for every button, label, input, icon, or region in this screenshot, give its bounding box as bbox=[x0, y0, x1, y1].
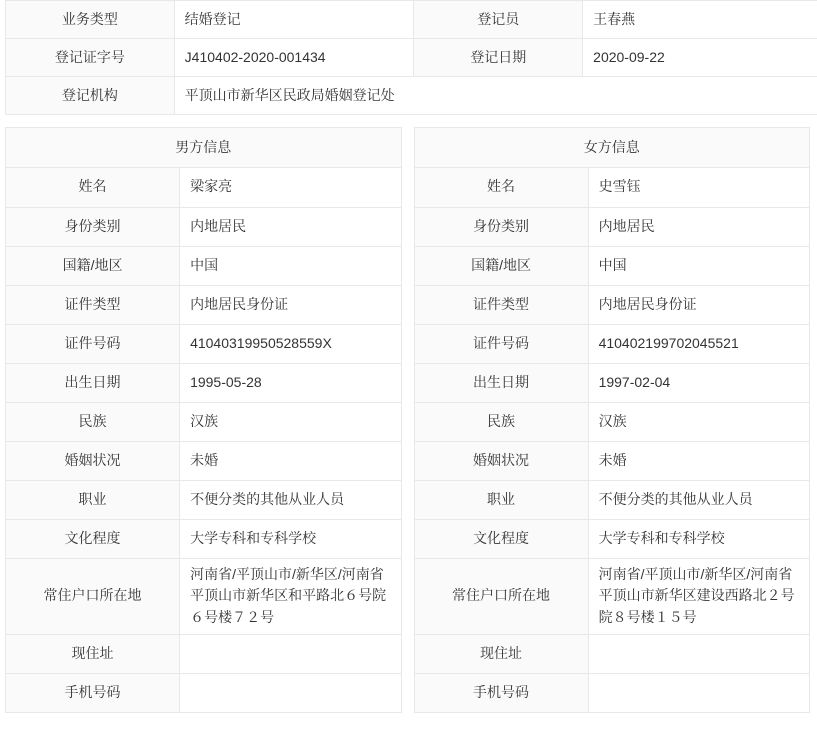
table-row bbox=[415, 168, 810, 207]
female-value-nationality: 中国 bbox=[588, 246, 809, 285]
female-info-panel bbox=[414, 127, 811, 713]
summary-value-registrar: 王春燕 bbox=[583, 1, 817, 39]
table-row bbox=[6, 441, 401, 480]
male-label-id-type: 证件类型 bbox=[6, 285, 180, 324]
female-label-occupation: 职业 bbox=[415, 480, 589, 519]
female-label-name: 姓名 bbox=[415, 168, 589, 207]
table-row bbox=[6, 207, 401, 246]
male-label-occupation: 职业 bbox=[6, 480, 180, 519]
table-row bbox=[415, 285, 810, 324]
female-label-id-type: 证件类型 bbox=[415, 285, 589, 324]
female-value-birth-date: 1997-02-04 bbox=[588, 363, 809, 402]
female-value-identity-category: 内地居民 bbox=[588, 207, 809, 246]
table-row bbox=[6, 673, 401, 712]
party-panels bbox=[5, 127, 810, 713]
male-label-id-number: 证件号码 bbox=[6, 324, 180, 363]
table-row bbox=[415, 634, 810, 673]
female-label-ethnicity: 民族 bbox=[415, 402, 589, 441]
female-label-mobile: 手机号码 bbox=[415, 673, 589, 712]
summary-value-registration-org: 平顶山市新华区民政局婚姻登记处 bbox=[174, 77, 817, 115]
male-panel-title: 男方信息 bbox=[6, 128, 401, 168]
table-row bbox=[6, 77, 817, 115]
male-value-occupation: 不便分类的其他从业人员 bbox=[180, 480, 401, 519]
male-label-current-address: 现住址 bbox=[6, 634, 180, 673]
male-label-nationality: 国籍/地区 bbox=[6, 246, 180, 285]
table-row bbox=[6, 558, 401, 634]
female-info-table bbox=[415, 168, 810, 712]
male-value-identity-category: 内地居民 bbox=[180, 207, 401, 246]
female-panel-title: 女方信息 bbox=[415, 128, 810, 168]
table-row bbox=[6, 168, 401, 207]
summary-label-certificate-no: 登记证字号 bbox=[6, 39, 175, 77]
table-row bbox=[6, 246, 401, 285]
male-info-panel bbox=[5, 127, 402, 713]
female-label-nationality: 国籍/地区 bbox=[415, 246, 589, 285]
summary-value-registration-date: 2020-09-22 bbox=[583, 39, 817, 77]
male-value-id-type: 内地居民身份证 bbox=[180, 285, 401, 324]
female-value-education: 大学专科和专科学校 bbox=[588, 519, 809, 558]
male-value-current-address bbox=[180, 634, 401, 673]
male-value-ethnicity: 汉族 bbox=[180, 402, 401, 441]
table-row bbox=[415, 519, 810, 558]
female-value-household-address: 河南省/平顶山市/新华区/河南省平顶山市新华区建设西路北２号院８号楼１５号 bbox=[588, 558, 809, 634]
male-value-marital-status: 未婚 bbox=[180, 441, 401, 480]
female-label-birth-date: 出生日期 bbox=[415, 363, 589, 402]
table-row bbox=[6, 324, 401, 363]
table-row bbox=[415, 207, 810, 246]
summary-value-certificate-no: J410402-2020-001434 bbox=[174, 39, 414, 77]
table-row bbox=[6, 1, 817, 39]
summary-label-registration-date: 登记日期 bbox=[414, 39, 583, 77]
summary-label-business-type: 业务类型 bbox=[6, 1, 175, 39]
female-label-current-address: 现住址 bbox=[415, 634, 589, 673]
male-value-education: 大学专科和专科学校 bbox=[180, 519, 401, 558]
male-label-education: 文化程度 bbox=[6, 519, 180, 558]
male-value-id-number: 41040319950528559X bbox=[180, 324, 401, 363]
female-label-identity-category: 身份类别 bbox=[415, 207, 589, 246]
female-value-current-address bbox=[588, 634, 809, 673]
female-value-id-type: 内地居民身份证 bbox=[588, 285, 809, 324]
male-label-mobile: 手机号码 bbox=[6, 673, 180, 712]
table-row bbox=[6, 402, 401, 441]
table-row bbox=[415, 363, 810, 402]
table-row bbox=[415, 673, 810, 712]
male-value-mobile bbox=[180, 673, 401, 712]
table-row bbox=[415, 558, 810, 634]
female-label-household-address: 常住户口所在地 bbox=[415, 558, 589, 634]
male-label-birth-date: 出生日期 bbox=[6, 363, 180, 402]
registration-summary-table bbox=[5, 0, 817, 115]
table-row bbox=[6, 480, 401, 519]
male-label-marital-status: 婚姻状况 bbox=[6, 441, 180, 480]
table-row bbox=[6, 363, 401, 402]
female-label-education: 文化程度 bbox=[415, 519, 589, 558]
male-value-nationality: 中国 bbox=[180, 246, 401, 285]
table-row bbox=[415, 441, 810, 480]
female-value-mobile bbox=[588, 673, 809, 712]
table-row bbox=[6, 39, 817, 77]
table-row bbox=[415, 246, 810, 285]
male-label-identity-category: 身份类别 bbox=[6, 207, 180, 246]
female-label-id-number: 证件号码 bbox=[415, 324, 589, 363]
female-value-ethnicity: 汉族 bbox=[588, 402, 809, 441]
female-label-marital-status: 婚姻状况 bbox=[415, 441, 589, 480]
table-row bbox=[6, 285, 401, 324]
summary-value-business-type: 结婚登记 bbox=[174, 1, 414, 39]
female-value-name: 史雪钰 bbox=[588, 168, 809, 207]
female-value-id-number: 410402199702045521 bbox=[588, 324, 809, 363]
table-row bbox=[415, 402, 810, 441]
male-value-name: 梁家亮 bbox=[180, 168, 401, 207]
male-label-household-address: 常住户口所在地 bbox=[6, 558, 180, 634]
table-row bbox=[6, 634, 401, 673]
male-value-household-address: 河南省/平顶山市/新华区/河南省平顶山市新华区和平路北６号院６号楼７２号 bbox=[180, 558, 401, 634]
male-info-table bbox=[6, 168, 401, 712]
male-label-name: 姓名 bbox=[6, 168, 180, 207]
summary-label-registrar: 登记员 bbox=[414, 1, 583, 39]
table-row bbox=[415, 480, 810, 519]
male-label-ethnicity: 民族 bbox=[6, 402, 180, 441]
female-value-occupation: 不便分类的其他从业人员 bbox=[588, 480, 809, 519]
summary-label-registration-org: 登记机构 bbox=[6, 77, 175, 115]
table-row bbox=[415, 324, 810, 363]
female-value-marital-status: 未婚 bbox=[588, 441, 809, 480]
table-row bbox=[6, 519, 401, 558]
male-value-birth-date: 1995-05-28 bbox=[180, 363, 401, 402]
